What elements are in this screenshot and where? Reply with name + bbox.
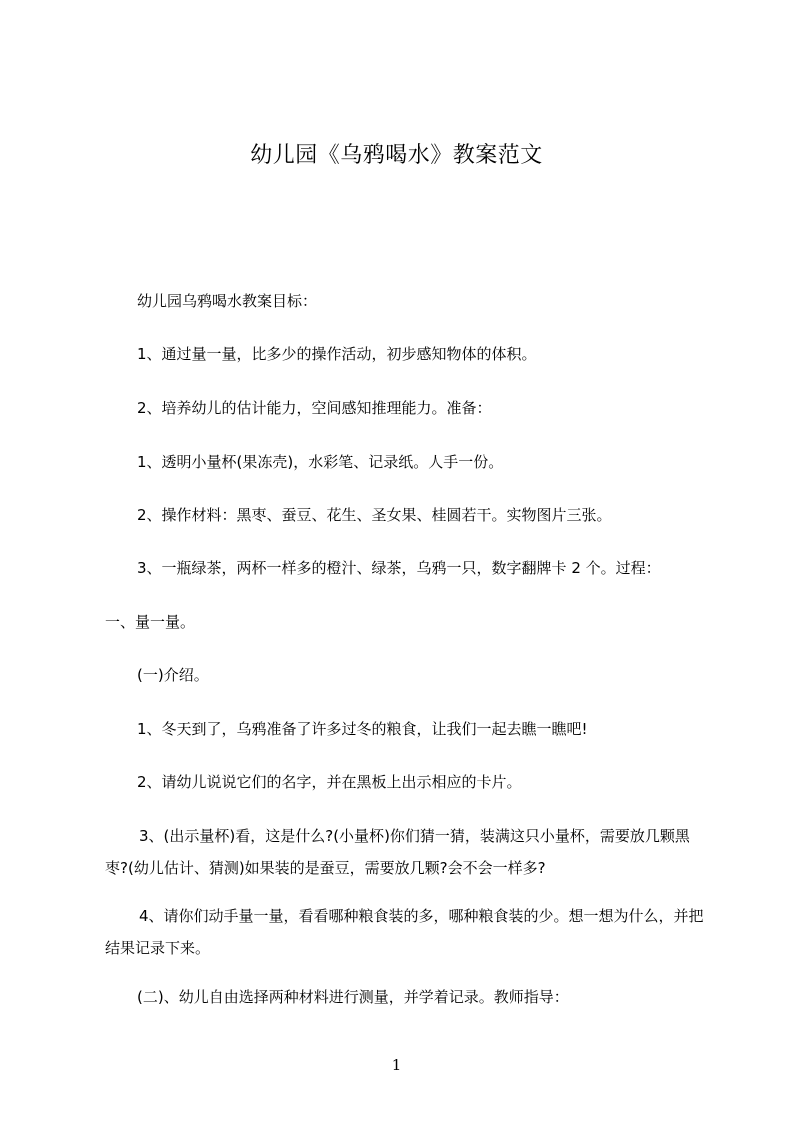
paragraph-goal-2: 2、培养幼儿的估计能力，空间感知推理能力。准备：: [137, 399, 492, 417]
paragraph-prep-1: 1、透明小量杯(果冻壳)，水彩笔、记录纸。人手一份。: [137, 453, 504, 471]
paragraph-goal-1: 1、通过量一量，比多少的操作活动，初步感知物体的体积。: [137, 345, 537, 363]
paragraph-prep-2: 2、操作材料：黑枣、蚕豆、花生、圣女果、桂圆若干。实物图片三张。: [137, 506, 612, 524]
document-title: 幼儿园《乌鸦喝水》教案范文: [250, 143, 543, 168]
paragraph-subsection-1: (一)介绍。: [137, 666, 209, 684]
paragraph-prep-3: 3、一瓶绿茶，两杯一样多的橙汁、绿茶，乌鸦一只，数字翻牌卡 2 个。过程：: [137, 559, 661, 577]
paragraph-step-3: 3、(出示量杯)看，这是什么?(小量杯)你们猜一猜，装满这只小量杯，需要放几颗黑枣?(幼儿估计、猜测)如果装的是蚕豆，需要放几颗?会不会一样多?: [105, 827, 690, 877]
paragraph-goal-heading: 幼儿园乌鸦喝水教案目标：: [137, 292, 318, 310]
paragraph-step-1: 1、冬天到了，乌鸦准备了许多过冬的粮食，让我们一起去瞧一瞧吧!: [137, 720, 588, 738]
paragraph-step-2: 2、请幼儿说说它们的名字，并在黑板上出示相应的卡片。: [137, 773, 522, 791]
paragraph-section-1: 一、量一量。: [105, 613, 196, 631]
page-number: 1: [391, 1056, 402, 1074]
paragraph-subsection-2: (二)、幼儿自由选择两种材料进行测量，并学着记录。教师指导：: [137, 988, 569, 1006]
paragraph-step-4: 4、请你们动手量一量，看看哪种粮食装的多，哪种粮食装的少。想一想为什么，并把结果记录下来。: [105, 907, 704, 957]
